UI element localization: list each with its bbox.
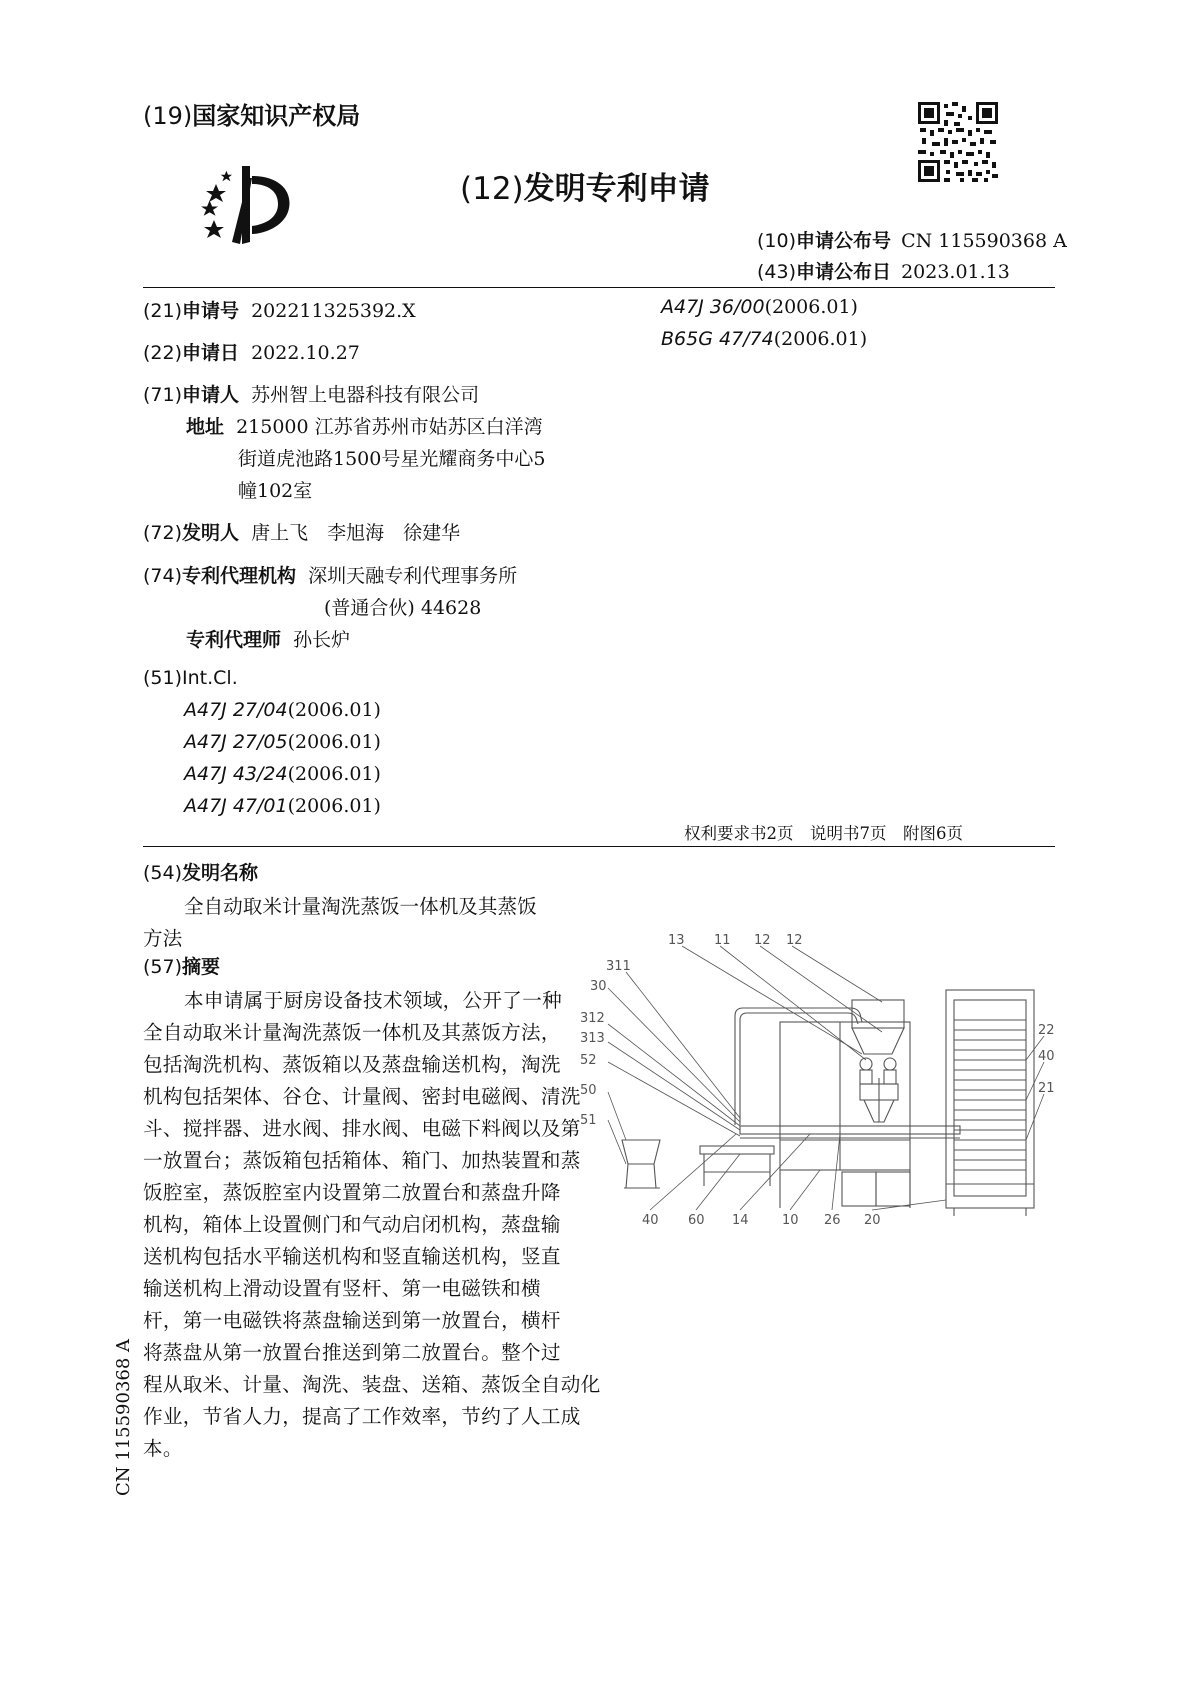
agency-line2: (普通合伙) 44628 [324, 597, 482, 619]
applicant-row [143, 380, 479, 407]
cabinet-door-left [842, 1172, 876, 1206]
fig-label-14: 14 [732, 1213, 749, 1228]
pub-date-value: 2023.01.13 [901, 261, 1010, 283]
abstract-line: 作业，节省人力，提高了工作效率，节约了人工成 [143, 1405, 581, 1428]
fig-label-11: 11 [714, 933, 731, 948]
abstract-drawing [580, 933, 1060, 1270]
cnipa-emblem-logo [196, 158, 306, 250]
abstract-line: 将蒸盘从第一放置台推送到第二放置台。整个过 [143, 1341, 561, 1364]
fig-label-26: 26 [824, 1213, 841, 1228]
abstract-line: 包括淘洗机构、蒸饭箱以及蒸盘输送机构，淘洗 [143, 1053, 561, 1076]
applicant-label: 申请人 [182, 384, 240, 406]
class-code: A47J 27/04 [184, 699, 288, 721]
class-version: (2006.01) [287, 731, 381, 753]
app-no-code: (21) [143, 300, 183, 322]
fig-label-313: 313 [580, 1031, 605, 1046]
fig-label-40-right: 40 [1038, 1049, 1055, 1064]
doc-type-code: (12) [460, 171, 524, 207]
pub-date-code: (43) [757, 261, 797, 283]
app-date-code: (22) [143, 342, 183, 364]
page-counts: 权利要求书2页 说明书7页 附图6页 [684, 824, 963, 843]
fig-label-50: 50 [580, 1083, 597, 1098]
fig-label-312: 312 [580, 1011, 605, 1026]
abstract-line: 机构包括架体、谷仓、计量阀、密封电磁阀、清洗 [143, 1085, 581, 1108]
class-code: A47J 27/05 [184, 731, 288, 753]
class-left-0 [184, 699, 381, 721]
class-version: (2006.01) [287, 763, 381, 785]
side-publication-number: CN 115590368 A [113, 1338, 134, 1496]
agency-row [143, 561, 517, 588]
fig-label-51: 51 [580, 1113, 597, 1128]
top-divider [143, 287, 1055, 288]
fig-label-40-bottom: 40 [642, 1213, 659, 1228]
class-code: A47J 43/24 [184, 763, 288, 785]
class-right-0 [661, 296, 858, 318]
publication-number-row [757, 226, 1067, 253]
abstract-line: 输送机构上滑动设置有竖杆、第一电磁铁和横 [143, 1277, 541, 1300]
fig-label-52: 52 [580, 1053, 597, 1068]
fig-label-12b: 12 [786, 933, 803, 948]
class-right-1 [661, 328, 867, 350]
class-left-2 [184, 763, 381, 785]
app-date-label: 申请日 [182, 342, 240, 364]
app-date-value: 2022.10.27 [251, 342, 360, 364]
fig-label-30: 30 [590, 979, 607, 994]
class-left-3 [184, 795, 381, 817]
cabinet-door-right [876, 1172, 910, 1206]
doc-type-heading [460, 163, 710, 208]
doc-type: 发明专利申请 [523, 171, 710, 207]
inventor-row [143, 518, 460, 545]
middle-divider [143, 846, 1055, 847]
abstract-line: 杆，第一电磁铁将蒸盘输送到第一放置台，横杆 [143, 1309, 561, 1332]
publication-date-row [757, 257, 1010, 284]
fig-label-12a: 12 [754, 933, 771, 948]
fig-label-10: 10 [782, 1213, 799, 1228]
intcl-row [143, 667, 238, 689]
pub-date-label: 申请公布日 [796, 261, 892, 283]
steam-box-inner [954, 1000, 1026, 1196]
abstract-line: 斗、搅拌器、进水阀、排水阀、电磁下料阀以及第 [143, 1117, 581, 1140]
tray-table-top [700, 1146, 774, 1154]
class-version: (2006.01) [287, 795, 381, 817]
silo-leg-right [654, 1164, 656, 1188]
address-row [186, 412, 543, 439]
office-name: 国家知识产权局 [192, 102, 361, 130]
app-no-value: 202211325392.X [251, 300, 416, 322]
agent-value: 孙长炉 [293, 629, 351, 651]
office-code: (19) [143, 102, 193, 130]
inventor-code: (72) [143, 522, 183, 544]
abstract-line: 一放置台；蒸饭箱包括箱体、箱门、加热装置和蒸 [143, 1149, 581, 1172]
fig-label-20: 20 [864, 1213, 881, 1228]
applicant-code: (71) [143, 384, 183, 406]
abstract-code: (57) [143, 956, 183, 978]
rice-silo [622, 1140, 660, 1164]
hopper-funnel [852, 1028, 904, 1054]
feed-pipe [735, 1008, 862, 1125]
horizontal-conveyor [740, 1126, 960, 1134]
invention-title-line2: 方法 [143, 927, 183, 950]
silo-leg-left [626, 1164, 628, 1188]
steam-box [946, 990, 1034, 1208]
agency-label: 专利代理机构 [182, 565, 297, 587]
class-version: (2006.01) [287, 699, 381, 721]
address-label: 地址 [186, 416, 225, 438]
abstract-line: 送机构包括水平输送机构和竖直输送机构，竖直 [143, 1245, 561, 1268]
valve-body-right [884, 1070, 896, 1084]
class-left-1 [184, 731, 381, 753]
pub-no-label: 申请公布号 [796, 230, 892, 252]
fig-label-22: 22 [1038, 1023, 1055, 1038]
class-code: B65G 47/74 [661, 328, 774, 350]
office-heading [143, 96, 360, 131]
agency-line1: 深圳天融专利代理事务所 [308, 565, 518, 587]
title-label: 发明名称 [182, 862, 259, 884]
invention-title-line1: 全自动取米计量淘洗蒸饭一体机及其蒸饭 [184, 895, 537, 918]
abstract-label: 摘要 [182, 956, 221, 978]
pub-no-code: (10) [757, 230, 797, 252]
application-number-row [143, 296, 416, 323]
abstract-line: 本。 [143, 1437, 183, 1460]
abstract-line: 程从取米、计量、淘洗、装盘、送箱、蒸饭全自动化 [143, 1373, 601, 1396]
abstract-line: 机构，箱体上设置侧门和气动启闭机构，蒸盘输 [143, 1213, 561, 1236]
applicant-value: 苏州智上电器科技有限公司 [251, 384, 480, 406]
app-no-label: 申请号 [182, 300, 240, 322]
qr-code-icon [918, 102, 998, 182]
class-code: A47J 36/00 [661, 296, 765, 318]
valve-body-left [860, 1070, 872, 1084]
class-version: (2006.01) [764, 296, 858, 318]
address-line2: 街道虎池路1500号星光耀商务中心5 [238, 448, 546, 470]
abstract-heading [143, 952, 220, 979]
inventor-value: 唐上飞 李旭海 徐建华 [251, 522, 461, 544]
title-heading [143, 858, 258, 885]
agent-row [186, 625, 350, 652]
fig-label-311: 311 [606, 959, 631, 974]
abstract-line: 本申请属于厨房设备技术领域，公开了一种 [184, 989, 562, 1012]
address-line1: 215000 江苏省苏州市姑苏区白洋湾 [236, 416, 543, 438]
fig-label-60: 60 [688, 1213, 705, 1228]
application-date-row [143, 338, 360, 365]
steam-trays [954, 1020, 1026, 1170]
metering-valve-right [884, 1058, 896, 1070]
agent-label: 专利代理师 [186, 629, 282, 651]
intcl-label: Int.Cl. [182, 667, 238, 689]
fig-label-21: 21 [1038, 1081, 1055, 1096]
abstract-line: 全自动取米计量淘洗蒸饭一体机及其蒸饭方法， [143, 1021, 561, 1044]
agency-code: (74) [143, 565, 183, 587]
address-line3: 幢102室 [238, 480, 313, 502]
intcl-code: (51) [143, 667, 183, 689]
class-version: (2006.01) [773, 328, 868, 350]
title-code: (54) [143, 862, 183, 884]
fig-label-13: 13 [668, 933, 685, 948]
class-code: A47J 47/01 [184, 795, 288, 817]
inventor-label: 发明人 [182, 522, 240, 544]
abstract-line: 饭腔室，蒸饭腔室内设置第二放置台和蒸盘升降 [143, 1181, 561, 1204]
pub-no-value: CN 115590368 A [901, 230, 1067, 252]
